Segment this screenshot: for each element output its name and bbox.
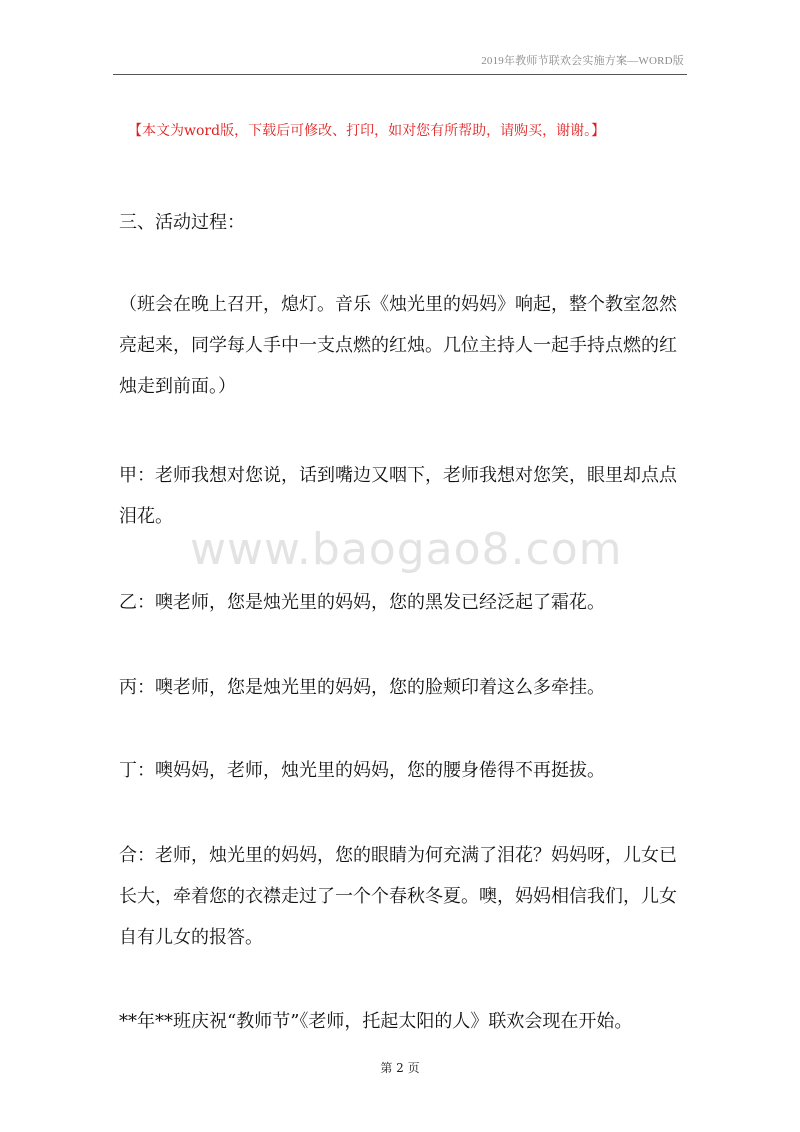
paragraph-he: 合：老师，烛光里的妈妈，您的眼睛为何充满了泪花？妈妈呀，儿女已长大，牵着您的衣襟走过了一个个春秋冬夏。噢，妈妈相信我们，儿女自有儿女的报答。 <box>119 845 677 948</box>
paragraph-ding: 丁：噢妈妈，老师，烛光里的妈妈，您的腰身倦得不再挺拔。 <box>119 760 605 781</box>
watermark: www.baogao8.com <box>190 524 623 575</box>
paragraph-opening: **年**班庆祝“教师节”《老师，托起太阳的人》联欢会现在开始。 <box>119 1011 633 1032</box>
paragraph-yi: 乙：噢老师，您是烛光里的妈妈，您的黑发已经泛起了霜花。 <box>119 592 605 613</box>
page-number: 第 2 页 <box>380 1061 420 1075</box>
header-divider <box>113 74 687 75</box>
paragraph-scene: （班会在晚上召开，熄灯。音乐《烛光里的妈妈》响起，整个教室忽然亮起来，同学每人手中一支点燃的红烛。几位主持人一起手持点燃的红烛走到前面。） <box>119 294 677 397</box>
paragraph-bing: 丙：噢老师，您是烛光里的妈妈，您的脸颊印着这么多牵挂。 <box>119 677 605 698</box>
paragraph-jia: 甲：老师我想对您说，话到嘴边又咽下，老师我想对您笑，眼里却点点泪花。 <box>119 465 677 527</box>
page-header-title: 2019年教师节联欢会实施方案—WORD版 <box>481 55 684 67</box>
section-heading: 三、活动过程： <box>119 212 245 233</box>
purchase-notice: 【本文为word版，下载后可修改、打印，如对您有所帮助，请购买，谢谢。】 <box>128 123 606 139</box>
